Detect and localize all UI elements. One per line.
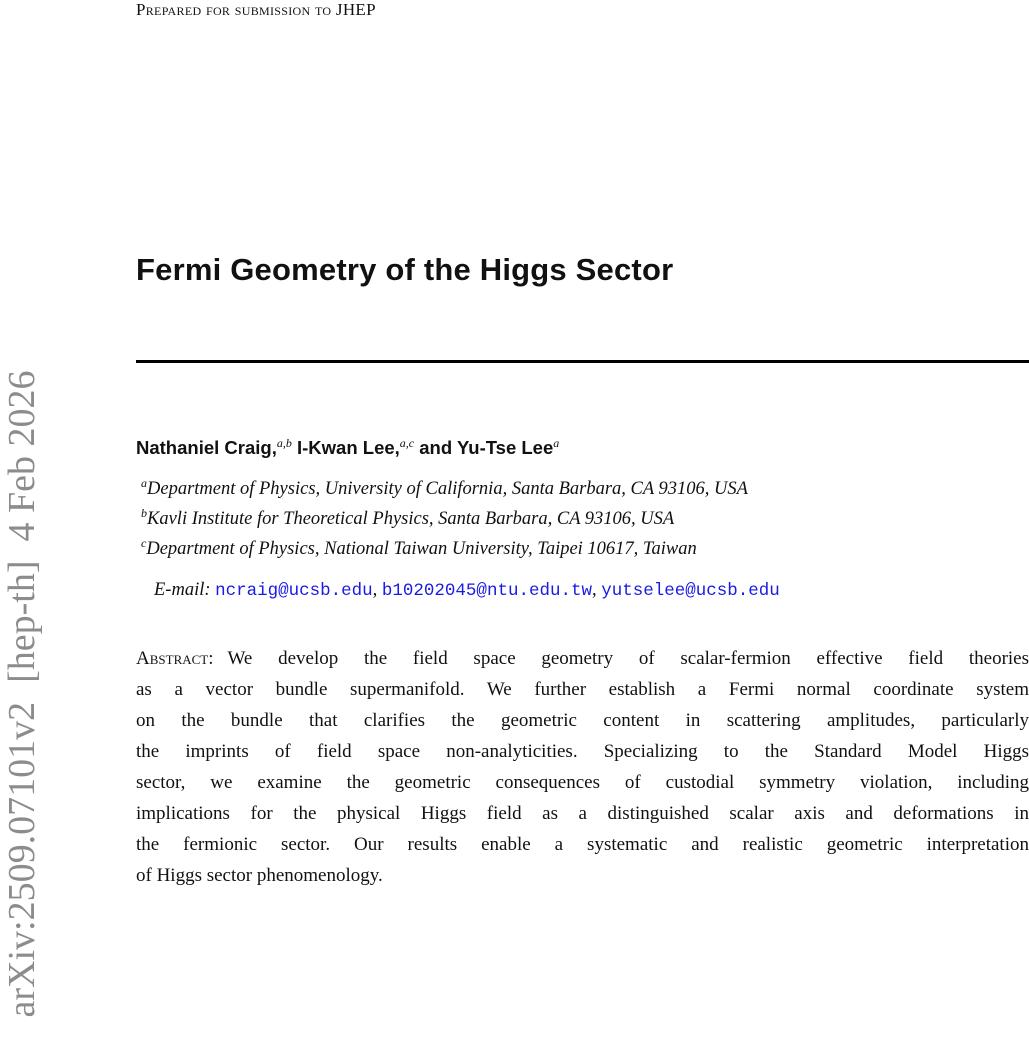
affil-text: Department of Physics, National Taiwan University, Taipei 10617, Taiwan <box>146 539 697 560</box>
email-link[interactable]: ncraig@ucsb.edu <box>215 581 373 601</box>
abstract-line: the fermionic sector. Our results enable a systematic and realistic geometric interpretation <box>136 834 1029 855</box>
abstract-line: implications for the physical Higgs field as a distinguished scalar axis and deformations in <box>136 803 1029 824</box>
affil-text: Department of Physics, University of California, Santa Barbara, CA 93106, USA <box>147 479 748 500</box>
title-rule <box>136 360 1029 363</box>
author <box>136 437 292 458</box>
author-name: I-Kwan Lee, <box>296 437 400 459</box>
author <box>297 437 414 458</box>
abstract <box>136 643 1029 891</box>
affiliation <box>141 536 697 560</box>
affil-mark: c <box>141 536 147 550</box>
author-affil: a,c <box>399 436 415 450</box>
abstract-line: as a vector bundle supermanifold. We further establish a Fermi normal coordinate system <box>136 679 1029 700</box>
affil-mark: a <box>141 476 147 490</box>
abstract-heading: Abstract: <box>136 648 214 669</box>
email-link[interactable]: b10202045@ntu.edu.tw <box>381 581 592 601</box>
abstract-line: of Higgs sector phenomenology. <box>136 865 383 886</box>
abstract-line: the imprints of field space non-analyticities. Specializing to the Standard Model Higgs <box>136 741 1029 762</box>
affil-text: Kavli Institute for Theoretical Physics, Santa Barbara, CA 93106, USA <box>147 509 675 530</box>
abstract-line: on the bundle that clarifies the geometric content in scattering amplitudes, particularly <box>136 710 1029 731</box>
email-label: E-mail: <box>154 580 211 600</box>
email-line: E-mail: ncraig@ucsb.edu, b10202045@ntu.edu.tw, yutselee@ucsb.edu <box>154 580 780 601</box>
author-name: Nathaniel Craig, <box>136 437 277 459</box>
paper-title: Fermi Geometry of the Higgs Sector <box>136 252 674 287</box>
affiliation <box>141 476 748 500</box>
author-name: and Yu-Tse Lee <box>419 437 554 459</box>
author <box>419 437 559 458</box>
abstract-text: We develop the field space geometry of scalar-fermion effective field theories <box>227 648 1029 669</box>
email-link[interactable]: yutselee@ucsb.edu <box>601 581 780 601</box>
affiliation <box>141 506 674 530</box>
affil-mark: b <box>141 506 147 520</box>
abstract-line: sector, we examine the geometric consequences of custodial symmetry violation, including <box>136 772 1029 793</box>
author-affil: a,b <box>276 436 292 450</box>
arxiv-stamp: arXiv:2509.07101v2 [hep-th] 4 Feb 2026 <box>1 370 43 1018</box>
author-list <box>136 436 559 459</box>
journal-header: Prepared for submission to JHEP <box>136 0 376 19</box>
abstract-line <box>136 643 1029 674</box>
author-affil: a <box>553 436 560 450</box>
